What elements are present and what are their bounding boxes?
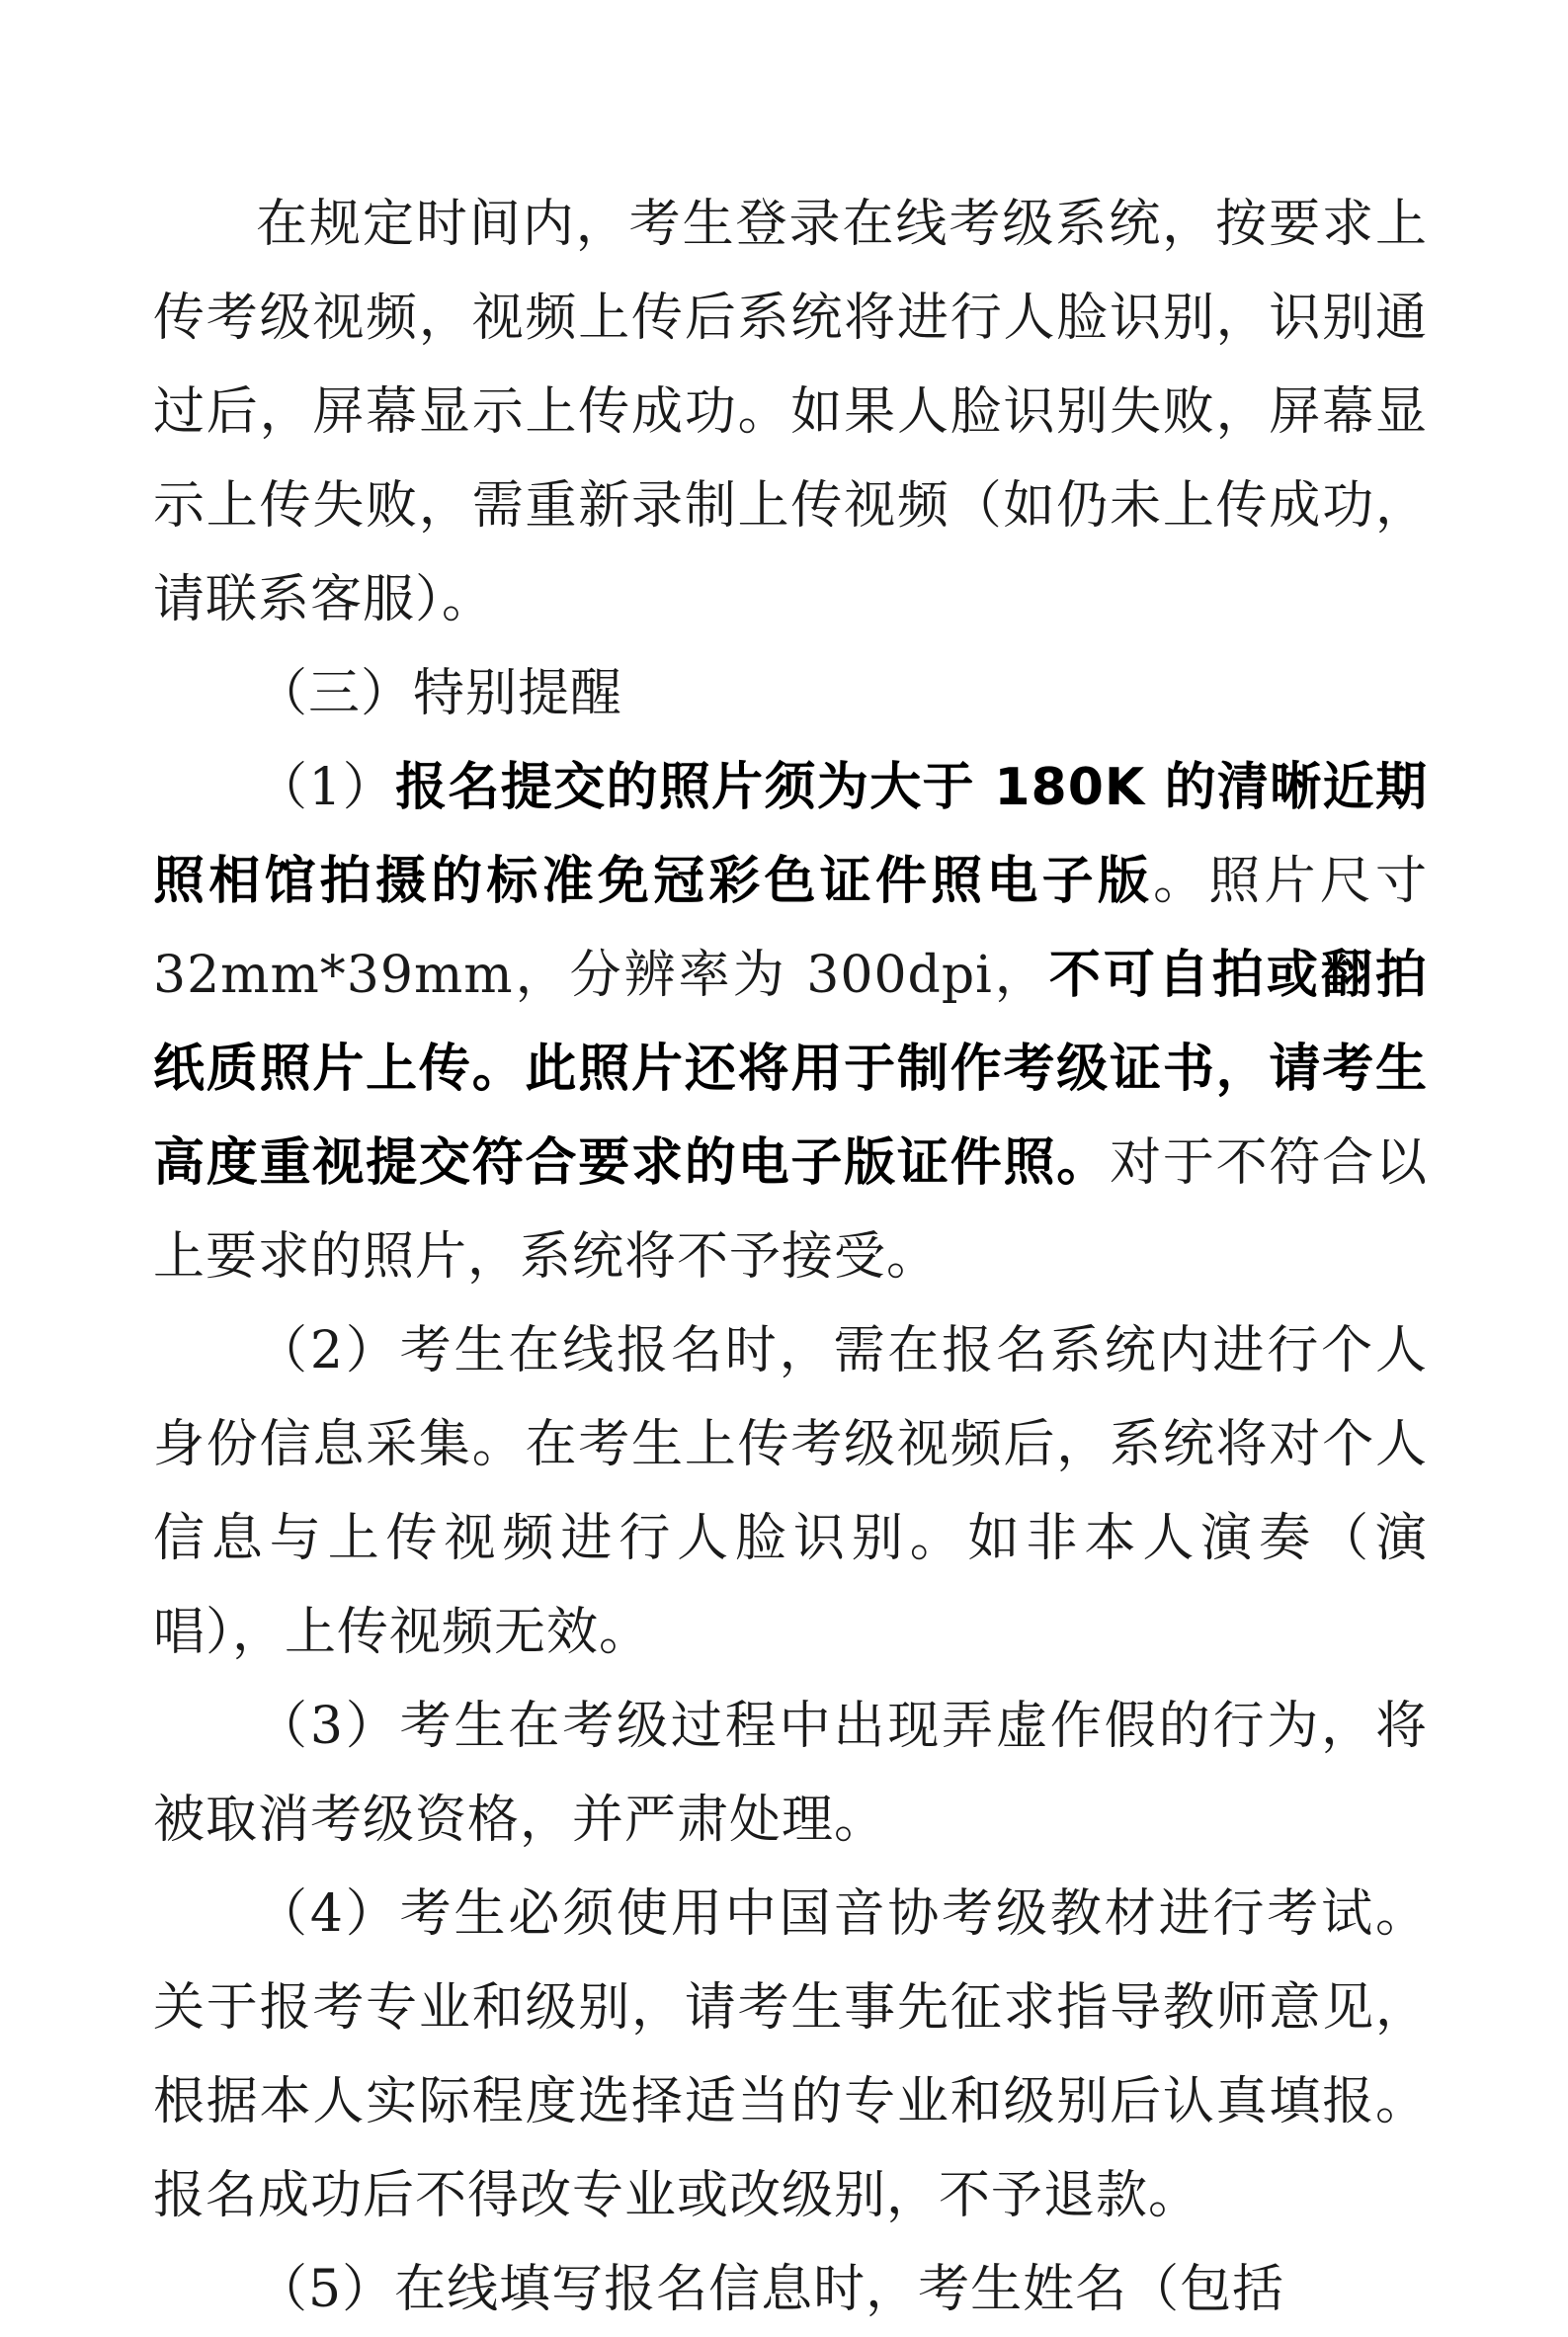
reminder-1-rejection: 对于不符合以上要求的照片，系统将不予接受。 [153,1133,1428,1287]
reminder-1-no-selfie: 不可自拍或翻拍纸质照片上传。此照片还将用于制作考级证书，请考生高度重视提交符合要求的电子版证件照。 [153,946,1428,1193]
paragraph-reminder-3: （3）考生在考级过程中出现弄虚作假的行为，将被取消考级资格，并严肃处理。 [153,1697,1428,1850]
paragraph-reminder-1 [153,741,1428,1304]
paragraph-upload-process: 在规定时间内，考生登录在线考级系统，按要求上传考级视频，视频上传后系统将进行人脸识别，识别通过后，屏幕显示上传成功。如果人脸识别失败，屏幕显示上传失败，需重新录制上传视频（如仍未上传成功，请联系客服）。 [153,195,1428,629]
reminder-1-number: （1） [256,758,396,817]
section-heading-special-reminder: （三）特别提醒 [256,664,623,723]
reminder-1-photo-type: 免冠彩色证件照电子版 [597,852,1154,911]
document-page [153,178,1428,2337]
reminder-1-photo-requirement: 报名提交的照片须为大于 180K 的清晰近期照相馆拍摄的标准 [153,758,1428,911]
paragraph-reminder-4: （4）考生必须使用中国音协考级教材进行考试。关于报考专业和级别，请考生事先征求指导教师意见，根据本人实际程度选择适当的专业和级别后认真填报。报名成功后不得改专业或改级别，不予退款。 [153,1884,1428,2225]
paragraph-reminder-5: （5）在线填写报名信息时，考生姓名（包括 [256,2260,1285,2319]
paragraph-reminder-2: （2）考生在线报名时，需在报名系统内进行个人身份信息采集。在考生上传考级视频后，系统将对个人信息与上传视频进行人脸识别。如非本人演奏（演唱），上传视频无效。 [153,1321,1428,1662]
reminder-1-photo-size: 。照片尺寸 32mm*39mm，分辨率为 300dpi， [153,852,1428,1005]
